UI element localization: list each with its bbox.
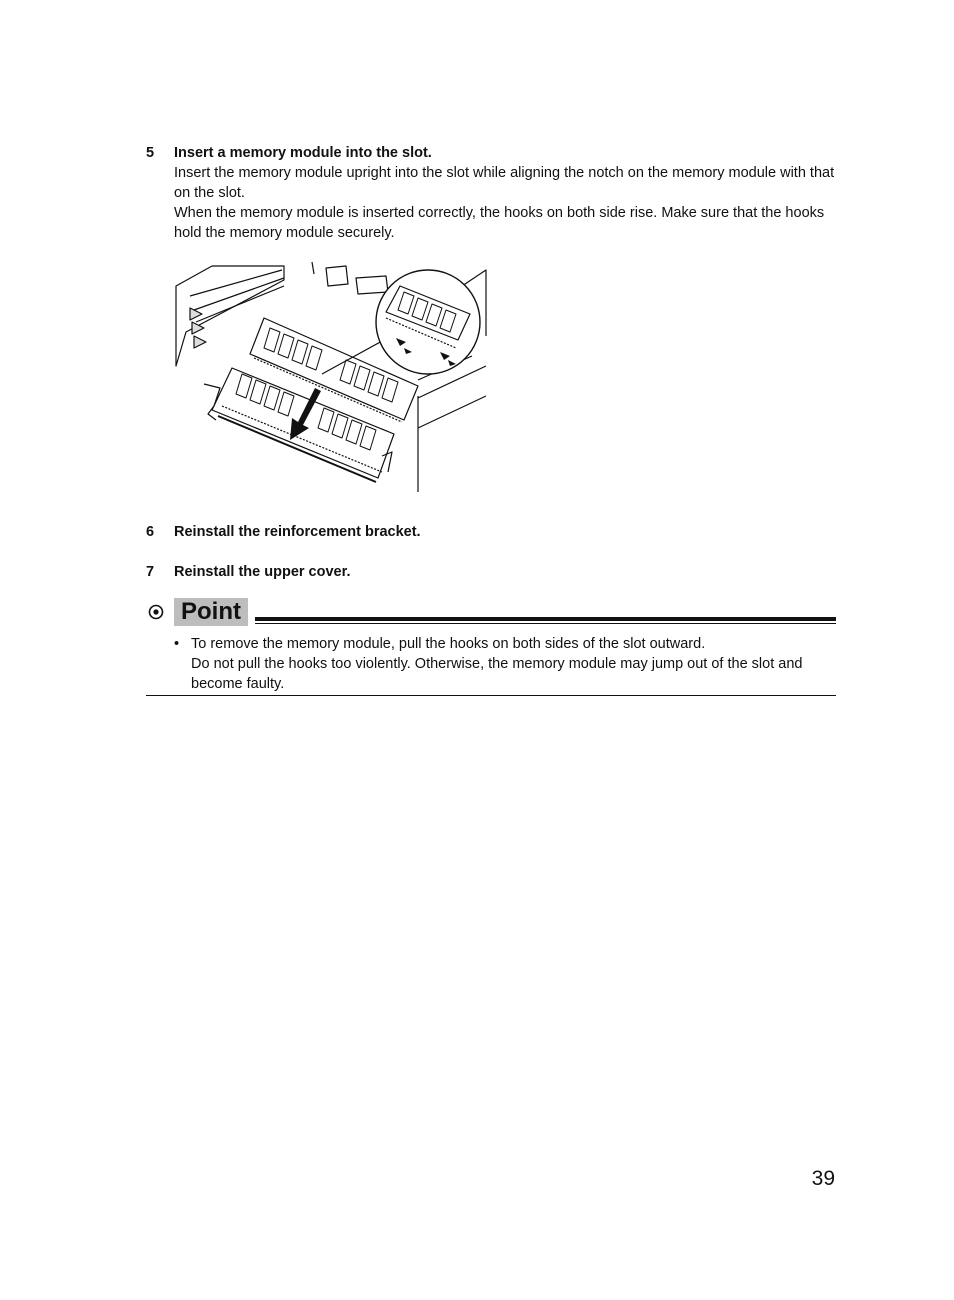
point-header <box>146 598 836 628</box>
memory-module-illustration <box>172 256 488 494</box>
step-text: When the memory module is inserted correctly, the hooks on both side rise. Make sure that the hooks hold the memory module securely. <box>174 205 825 241</box>
step-title: Insert a memory module into the slot. <box>174 145 432 161</box>
point-bottom-rule <box>146 695 836 696</box>
point-label: Point <box>174 598 248 626</box>
point-line: Do not pull the hooks too violently. Otherwise, the memory module may jump out of the slot and become faulty. <box>191 656 803 692</box>
step-body <box>174 562 836 582</box>
step-body <box>174 143 836 243</box>
point-text <box>191 634 836 694</box>
step-text: Insert the memory module upright into the slot while aligning the notch on the memory module with that on the slot. <box>174 165 835 201</box>
point-line: To remove the memory module, pull the hooks on both sides of the slot outward. <box>191 636 706 652</box>
page-number: 39 <box>811 1167 835 1190</box>
step-number: 7 <box>146 564 155 580</box>
point-rule <box>255 617 836 621</box>
bullet: • <box>174 636 180 652</box>
step-title: Reinstall the upper cover. <box>174 564 351 580</box>
target-circle-icon <box>148 604 164 620</box>
point-rule <box>255 623 836 624</box>
step-body <box>174 522 836 542</box>
step-title: Reinstall the reinforcement bracket. <box>174 524 421 540</box>
step-number: 6 <box>146 524 155 540</box>
step-number: 5 <box>146 145 155 161</box>
